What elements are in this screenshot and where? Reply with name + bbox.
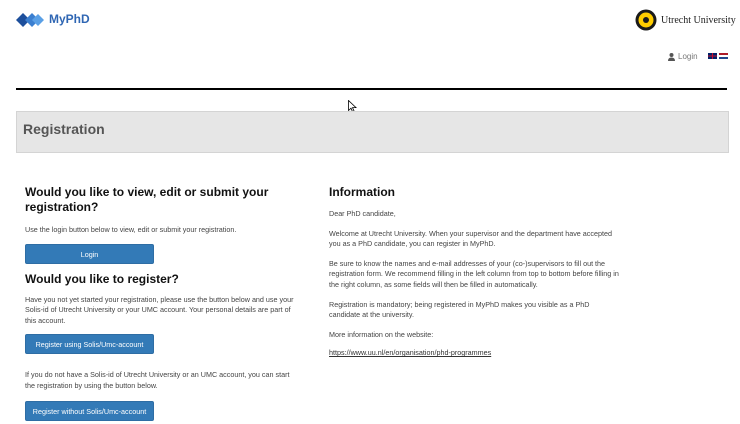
page-title-bar bbox=[16, 111, 729, 153]
no-account-text: If you do not have a Solis-id of Utrecht University or an UMC account, you can start the registration by using the button below. bbox=[25, 370, 290, 390]
app-name[interactable]: MyPhD bbox=[49, 12, 90, 26]
register-without-button[interactable]: Register without Solis/Umc-account bbox=[25, 401, 154, 421]
user-icon bbox=[668, 53, 675, 61]
greeting-text: Dear PhD candidate, bbox=[329, 209, 396, 218]
register-heading: Would you like to register? bbox=[25, 271, 179, 286]
login-button[interactable]: Login bbox=[25, 244, 154, 264]
header-divider bbox=[16, 88, 727, 90]
view-registration-heading: Would you like to view, edit or submit your registration? bbox=[25, 185, 269, 214]
supervisors-text: Be sure to know the names and e-mail addresses of your (co-)supervisors to fill out the registration form. We recommend filling in the left column from top to bottom before filling in the right column, as some fields will then be filled in automatically. bbox=[329, 258, 619, 289]
information-panel bbox=[329, 185, 619, 359]
university-name: Utrecht University bbox=[661, 15, 736, 26]
view-registration-text: Use the login button below to view, edit or submit your registration. bbox=[25, 225, 237, 234]
register-solis-button[interactable]: Register using Solis/Umc-account bbox=[25, 334, 154, 354]
mandatory-text: Registration is mandatory; being registered in MyPhD makes you visible as a PhD candidate at the university. bbox=[329, 299, 590, 320]
dutch-flag-icon[interactable] bbox=[719, 53, 728, 59]
top-header bbox=[0, 0, 740, 42]
login-link-label: Login bbox=[678, 52, 698, 61]
information-heading: Information bbox=[329, 185, 395, 199]
registration-actions bbox=[25, 185, 300, 421]
utrecht-university-seal-icon bbox=[635, 9, 657, 31]
page-title: Registration bbox=[23, 121, 105, 137]
website-link-row bbox=[329, 348, 619, 359]
myphd-logo-icon[interactable] bbox=[16, 11, 46, 29]
login-link[interactable] bbox=[668, 52, 698, 61]
phd-programmes-link[interactable]: https://www.uu.nl/en/organisation/phd-programmes bbox=[329, 348, 492, 358]
register-text: Have you not yet started your registration, please use the button below and use your Solis-id of Utrecht University or your UMC account. Your personal details are part of this account. bbox=[25, 294, 294, 325]
more-info-text: More information on the website: bbox=[329, 329, 434, 339]
english-flag-icon[interactable] bbox=[708, 53, 717, 59]
welcome-text: Welcome at Utrecht University. When your supervisor and the department have accepted you as a PhD candidate, you can register in MyPhD. bbox=[329, 228, 612, 249]
